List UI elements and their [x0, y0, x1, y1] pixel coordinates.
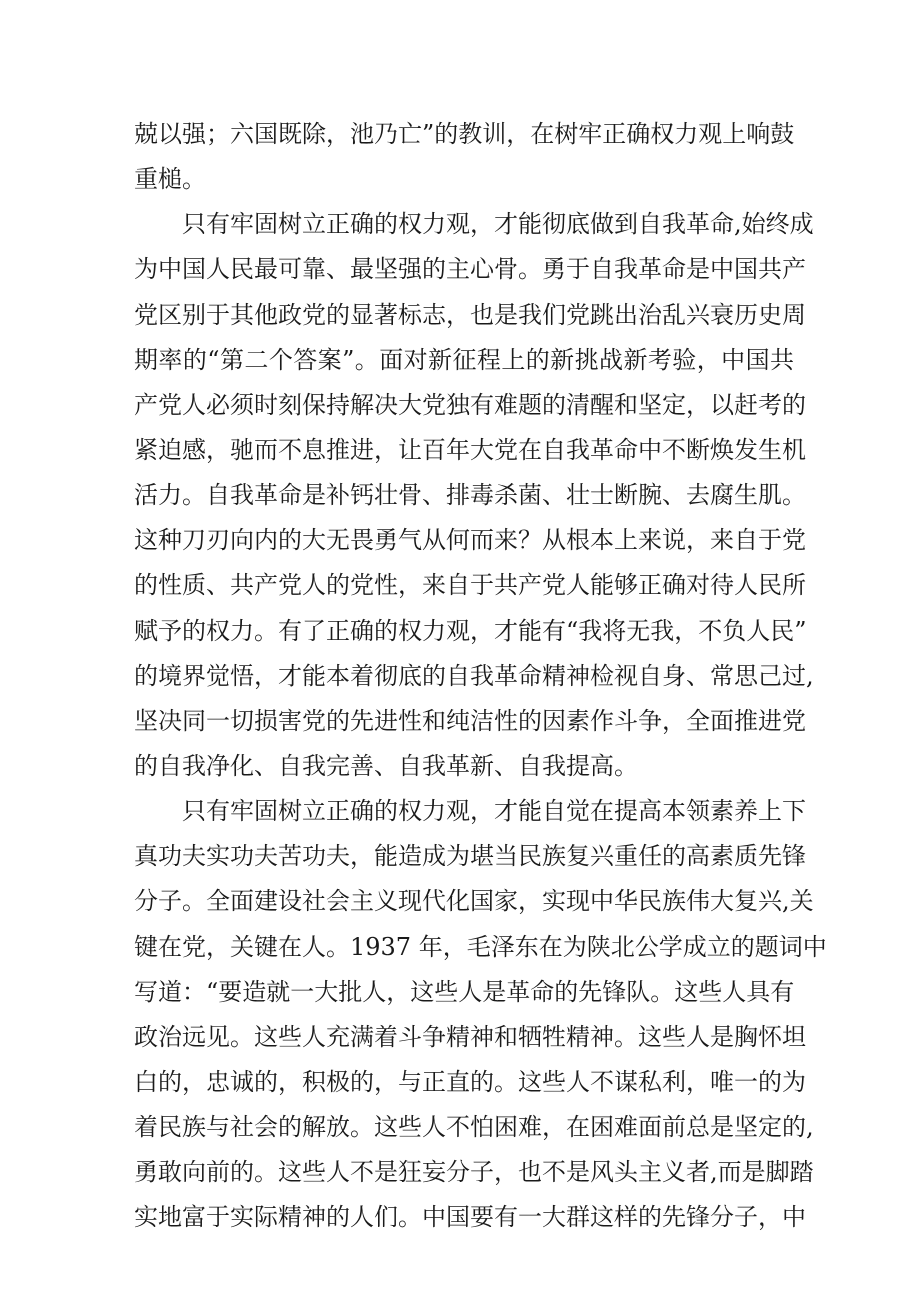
text-line: 产党人必须时刻保持解决大党独有难题的清醒和坚定，以赶考的: [134, 390, 806, 419]
text-line: 的性质、共产党人的党性，来自于共产党人能够正确对待人民所: [134, 571, 806, 600]
text-line: 的境界觉悟，才能本着彻底的自我革命精神检视自身、常思己过,: [134, 661, 814, 690]
text-line: 只有牢固树立正确的权力观，才能彻底做到自我革命,始终成: [182, 210, 814, 239]
text-line: 坚决同一切损害党的先进性和纯洁性的因素作斗争，全面推进党: [134, 706, 806, 735]
text-line: 真功夫实功夫苦功夫，能造成为堪当民族复兴重任的高素质先锋: [134, 842, 806, 871]
text-line: 只有牢固树立正确的权力观，才能自觉在提高本领素养上下: [182, 797, 806, 826]
text-line: 白的，忠诚的，积极的，与正直的。这些人不谋私利，唯一的为: [134, 1067, 806, 1096]
text-line: 活力。自我革命是补钙壮骨、排毒杀菌、壮士断腕、去腐生肌。: [134, 481, 806, 510]
text-line: 党区别于其他政党的显著标志，也是我们党跳出治乱兴衰历史周: [134, 300, 806, 329]
text-line: 键在党，关键在人。1937 年，毛泽东在为陕北公学成立的题词中: [134, 932, 827, 961]
text-line: 期率的“第二个答案”。面对新征程上的新挑战新考验，中国共: [134, 345, 794, 374]
text-line: 政治远见。这些人充满着斗争精神和牺牲精神。这些人是胸怀坦: [134, 1022, 806, 1051]
document-body: [134, 112, 827, 1241]
text-line: 为中国人民最可靠、最坚强的主心骨。勇于自我革命是中国共产: [134, 255, 806, 284]
text-line: 兢以强；六国既除，池乃亡”的教训，在树牢正确权力观上响鼓: [134, 120, 795, 148]
text-line: 赋予的权力。有了正确的权力观，才能有“我将无我，不负人民”: [134, 616, 807, 645]
text-line: 写道：“要造就一大批人，这些人是革命的先锋队。这些人具有: [134, 977, 795, 1006]
text-line: 重槌。: [134, 165, 206, 194]
text-line: 实地富于实际精神的人们。中国要有一大群这样的先锋分子，中: [134, 1203, 806, 1232]
text-line: 紧迫感，驰而不息推进，让百年大党在自我革命中不断焕发生机: [134, 435, 806, 464]
text-line: 分子。全面建设社会主义现代化国家，实现中华民族伟大复兴,关: [134, 887, 814, 916]
text-line: 这种刀刃向内的大无畏勇气从何而来？从根本上来说，来自于党: [134, 526, 806, 555]
text-line: 着民族与社会的解放。这些人不怕困难，在困难面前总是坚定的,: [134, 1113, 814, 1142]
text-line: 勇敢向前的。这些人不是狂妄分子，也不是风头主义者,而是脚踏: [134, 1158, 814, 1187]
text-line: 的自我净化、自我完善、自我革新、自我提高。: [134, 751, 638, 780]
